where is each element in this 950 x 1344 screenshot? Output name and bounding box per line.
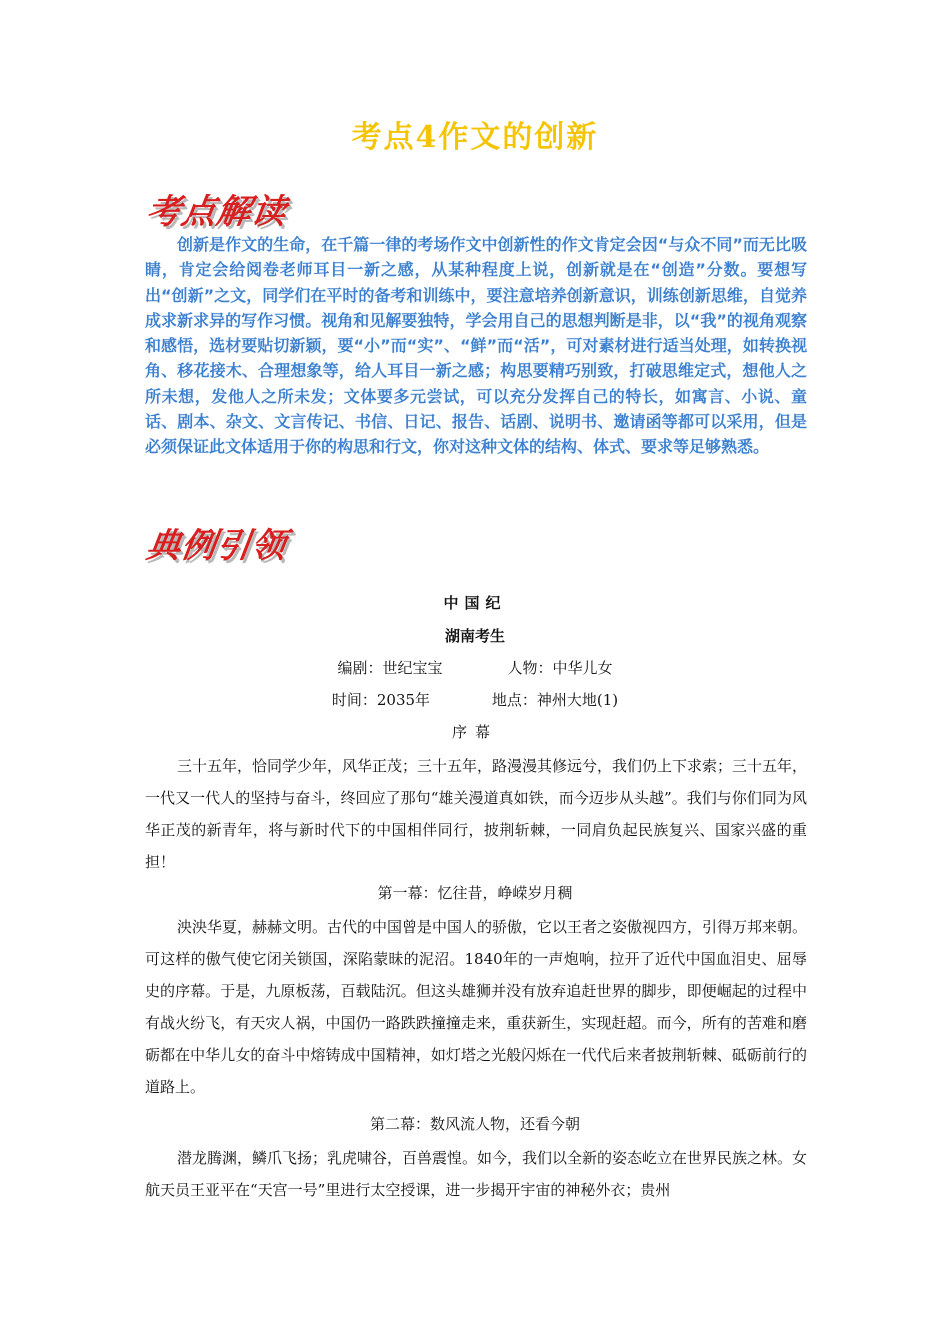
place-label: 地点：神州大地(1)	[491, 691, 619, 709]
act-2-paragraph: 潜龙腾渊，鳞爪飞扬；乳虎啸谷，百兽震惶。如今，我们以全新的姿态屹立在世界民族之林。女航天员王亚平在“天宫一号”里进行太空授课，进一步揭开宇宙的神秘外衣；贵州	[145, 1149, 808, 1199]
prologue-paragraph: 三十五年，恰同学少年，风华正茂；三十五年，路漫漫其修远兮，我们仍上下求索；三十五年，一代又一代人的坚持与奋斗，终回应了那句“雄关漫道真如铁，而今迈步从头越”。我们与你们同为风华正茂的新青年，将与新时代下的中国相伴同行，披荆斩棘，一同肩负起民族复兴、国家兴盛的重担！	[145, 757, 808, 871]
essay-meta-row-1	[0, 657, 950, 678]
time-label: 时间：2035年	[331, 691, 431, 709]
essay-author: 湖南考生	[444, 627, 505, 645]
intro-paragraph: 创新是作文的生命，在千篇一律的考场作文中创新性的作文肯定会因“与众不同”而无比吸睛，肯定会给阅卷老师耳目一新之感，从某种程度上说，创新就是在“创造”分数。要想写出“创新”之文，同学们在平时的备考和训练中，要注意培养创新意识，训练创新思维，自觉养成求新求异的写作习惯。视角和见解要独特，学会用自己的思想判断是非，以“我”的视角观察和感悟，选材要贴切新颖，要“小”而“实”、“鲜”而“活”，可对素材进行适当处理，如转换视角、移花接木、合理想象等，给人耳目一新之感；构思要精巧别致，打破思维定式，想他人之所未想，发他人之所未发；文体要多元尝试，可以充分发挥自己的特长，如寓言、小说、童话、剧本、杂文、文言传记、书信、日记、报告、话剧、说明书、邀请函等都可以采用，但是必须保证此文体适用于你的构思和行文，你对这种文体的结构、体式、要求等足够熟悉。	[145, 235, 807, 457]
act-2-title: 第二幕：数风流人物，还看今朝	[369, 1115, 580, 1133]
section-heading-examples: 典例引领	[143, 526, 290, 566]
page-title: 考点4作文的创新	[351, 120, 599, 155]
prologue-label: 序幕	[451, 723, 498, 741]
act-1-paragraph: 泱泱华夏，赫赫文明。古代的中国曾是中国人的骄傲，它以王者之姿傲视四方，引得万邦来朝。可这样的傲气使它闭关锁国，深陷蒙昧的泥沼。1840年的一声炮响，拉开了近代中国血泪史、屈辱史的序幕。于是，九原板荡，百载陆沉。但这头雄狮并没有放弃追赶世界的脚步，即便崛起的过程中有战火纷飞，有天灾人祸，中国仍一路跌跌撞撞走来，重获新生，实现赶超。而今，所有的苦难和磨砺都在中华儿女的奋斗中熔铸成中国精神，如灯塔之光般闪烁在一代代后来者披荆斩棘、砥砺前行的道路上。	[145, 918, 808, 1096]
characters-label: 人物：中华儿女	[507, 659, 613, 677]
essay-title: 中国纪	[443, 594, 507, 612]
section-heading-analysis: 考点解读	[143, 192, 290, 232]
screenwriter-label: 编剧：世纪宝宝	[337, 659, 443, 677]
essay-meta-row-2	[0, 689, 950, 710]
act-1-title: 第一幕：忆往昔，峥嵘岁月稠	[377, 884, 573, 902]
